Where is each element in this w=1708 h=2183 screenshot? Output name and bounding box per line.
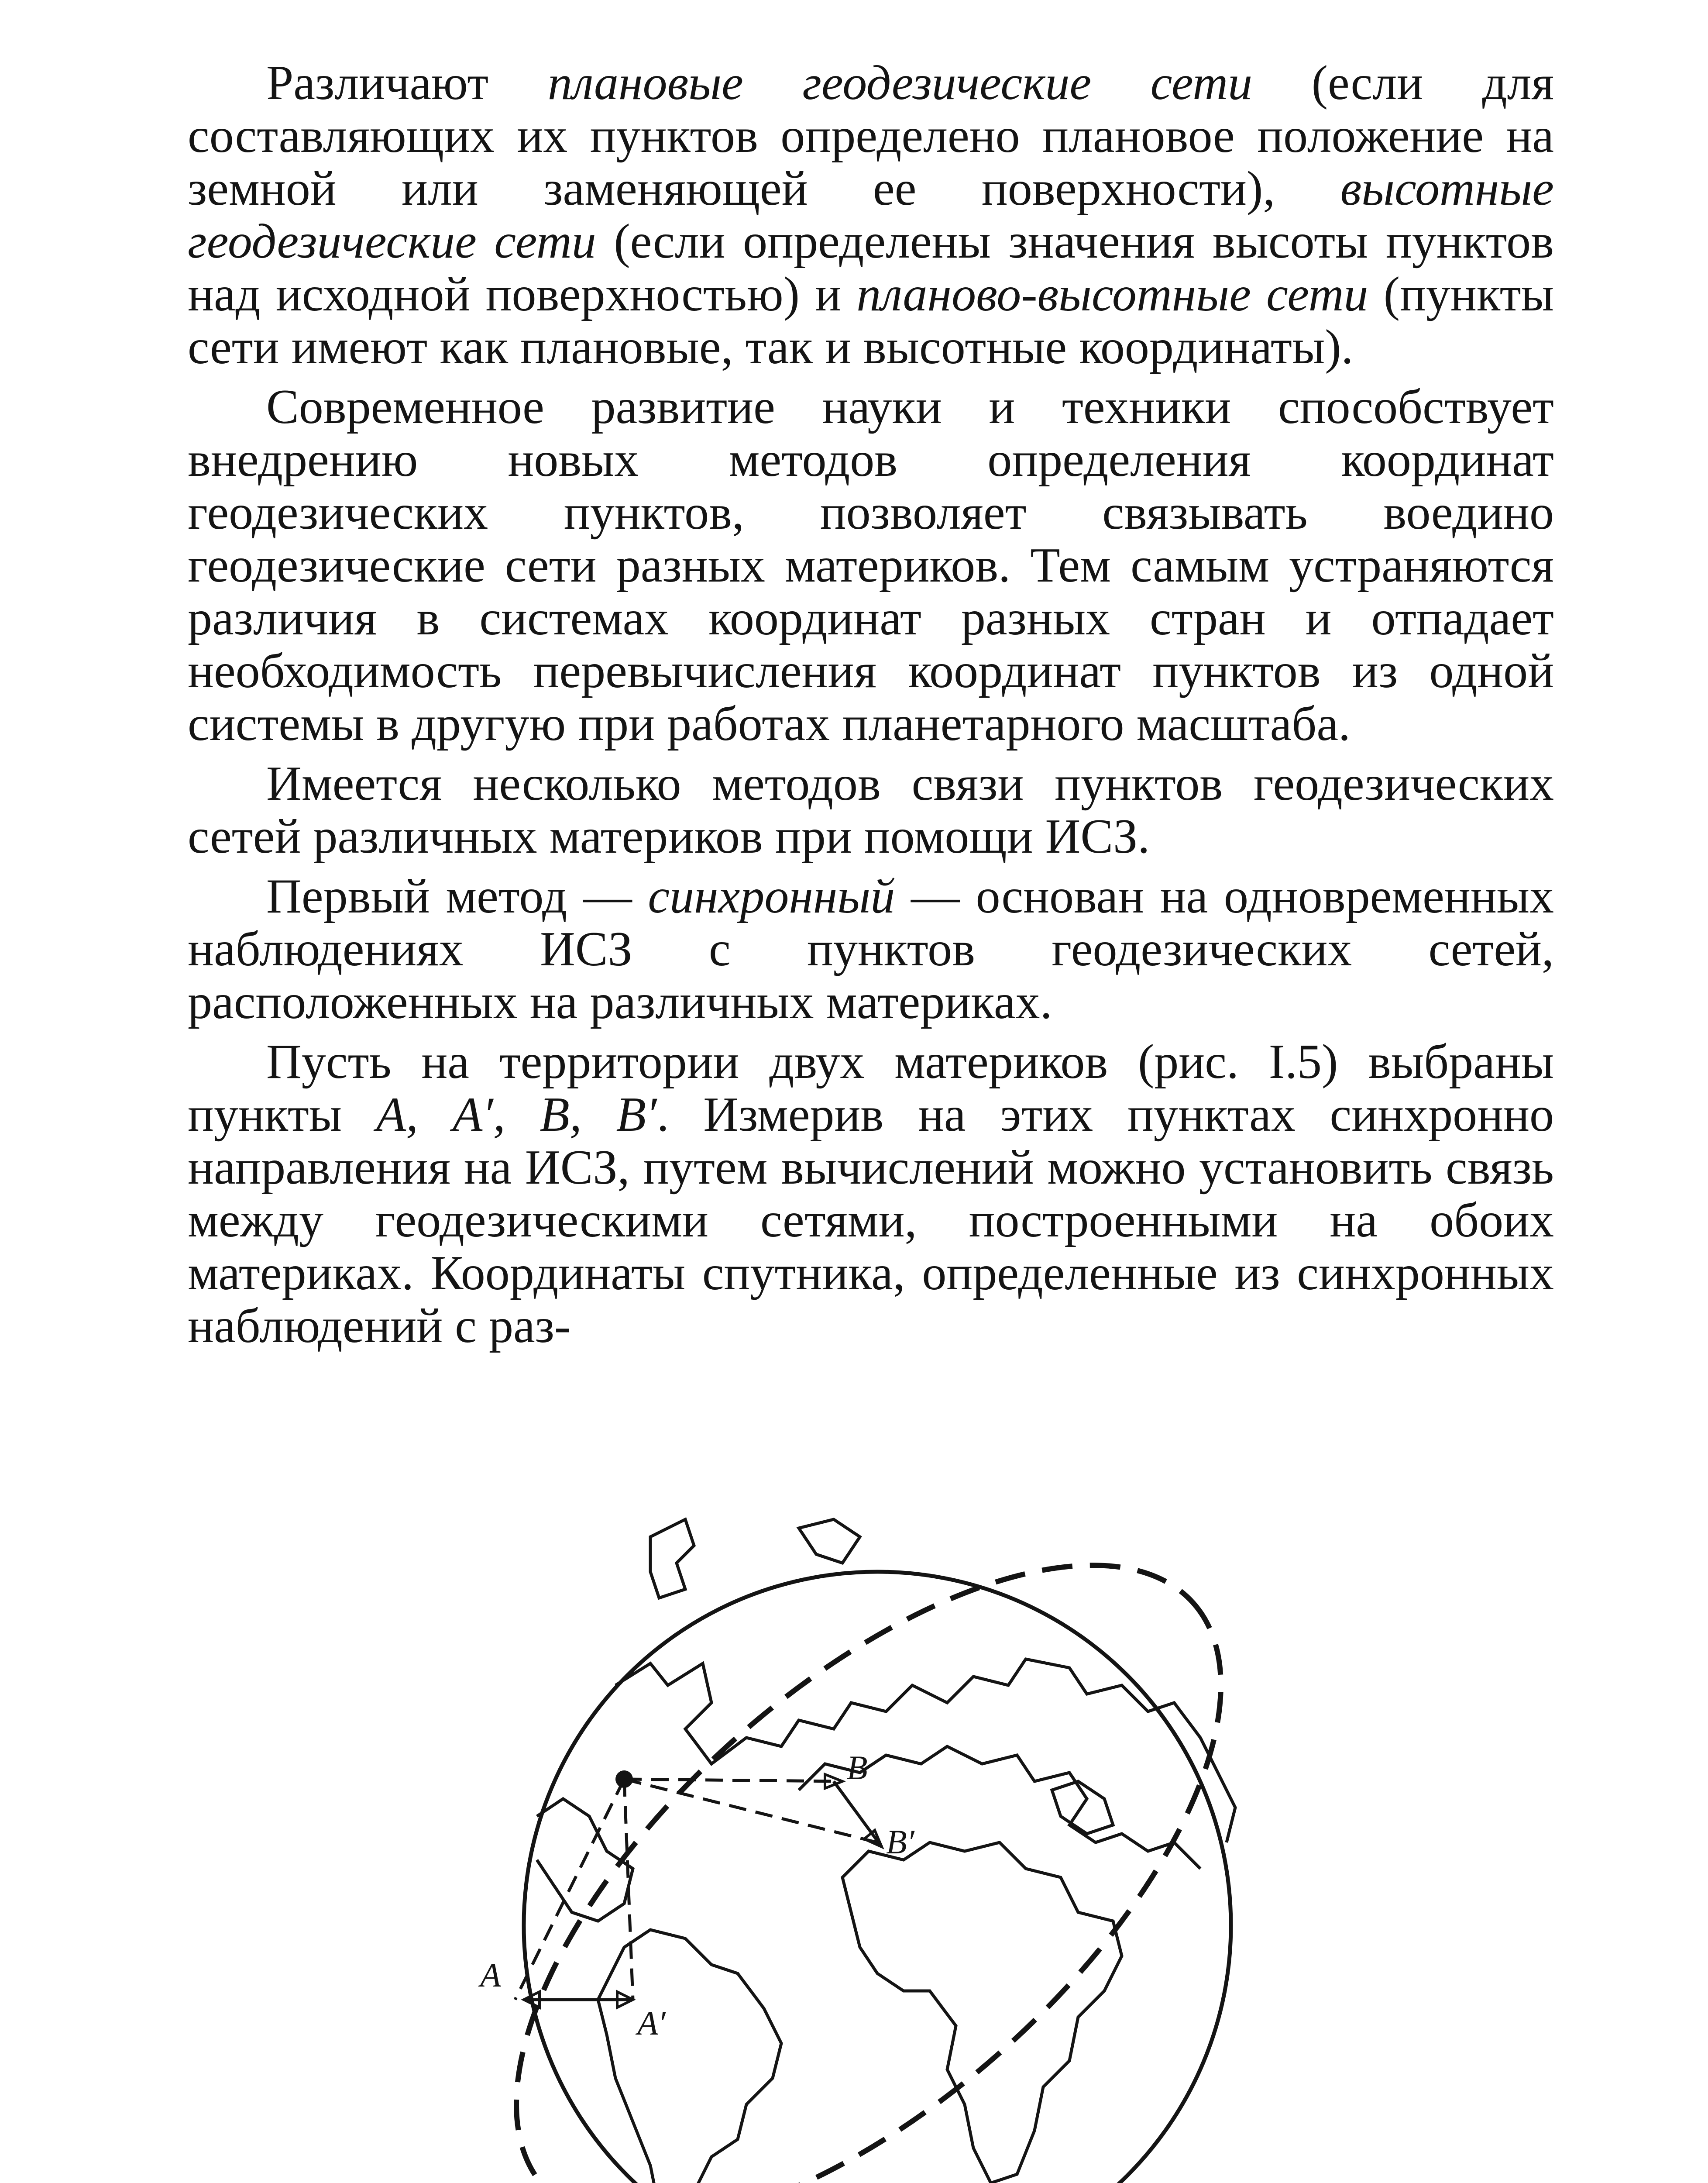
island-outline — [650, 1519, 694, 1598]
italic-term: высотные геодезические сети — [188, 162, 1554, 269]
observation-line-to-A — [515, 1779, 624, 2000]
label-A: A — [480, 1956, 501, 1994]
text-segment: Различают — [266, 56, 548, 110]
text-segment: Имеется несколько методов связи пунктов геодезических сетей различных материков при помощи ИСЗ. — [188, 757, 1554, 864]
text-segment: . Измерив на этих пунктах синхронно направления на ИСЗ, путем вычислений можно установить связь между геодезическими сетями, построенными на обоих материках. Координаты спутника, определенные из синхронных наблюдений с раз- — [188, 1088, 1554, 1353]
observation-line-to-A-prime — [624, 1779, 633, 2000]
italic-term: плановые геодезические сети — [547, 56, 1253, 110]
italic-term: синхронный — [648, 869, 895, 923]
paragraph-synchronous-method — [188, 870, 1554, 1029]
continent-south-america-outline — [598, 1930, 781, 2183]
globe-diagram — [406, 1458, 1331, 2183]
label-A-prime: A′ — [637, 2004, 666, 2042]
baseline-B-B-prime — [834, 1781, 882, 1847]
label-B: B — [847, 1749, 868, 1787]
continent-africa-outline — [842, 1842, 1122, 2183]
paragraph-modern-development — [188, 381, 1554, 751]
label-B-prime: B′ — [886, 1823, 914, 1861]
continent-eurasia-outline — [615, 1659, 1235, 1842]
text-segment: — основан на одновременных наблюдениях ИСЗ с пунктов геодезических сетей, расположенных на различных материках. — [188, 869, 1554, 1029]
island-outline-2 — [799, 1519, 860, 1563]
paragraph-network-types — [188, 57, 1554, 374]
text-segment: Первый метод — — [266, 869, 648, 923]
italic-term: А, А′, В, В′ — [376, 1088, 657, 1142]
text-segment: (пункты сети имеют как плановые, так и высотные координаты). — [188, 267, 1554, 374]
italic-term: планово-высотные сети — [856, 267, 1368, 321]
text-segment: (если определены значения высоты пунктов над исходной поверхностью) и — [188, 214, 1554, 321]
body-text — [188, 57, 1554, 1360]
text-segment: (если для составляющих их пунктов определено плановое положение на земной или заменяющей ее поверхности), — [188, 56, 1554, 216]
paragraph-example — [188, 1036, 1554, 1353]
satellite-orbit — [407, 1458, 1330, 2183]
text-segment: Пусть на территории двух материков (рис. I.5) выбраны пункты — [188, 1035, 1554, 1142]
paragraph-methods — [188, 758, 1554, 863]
figure-globe-illustration — [406, 1458, 1331, 2183]
text-segment: Современное развитие науки и техники способствует внедрению новых методов определения координат геодезических пунктов, позволяет связывать воедино геодезические сети разных материков. Тем самым устраняются различия в системах координат разных стран и отпадает необходимость перевычисления координат пунктов из одной системы в другую при работах планетарного масштаба. — [188, 380, 1554, 751]
